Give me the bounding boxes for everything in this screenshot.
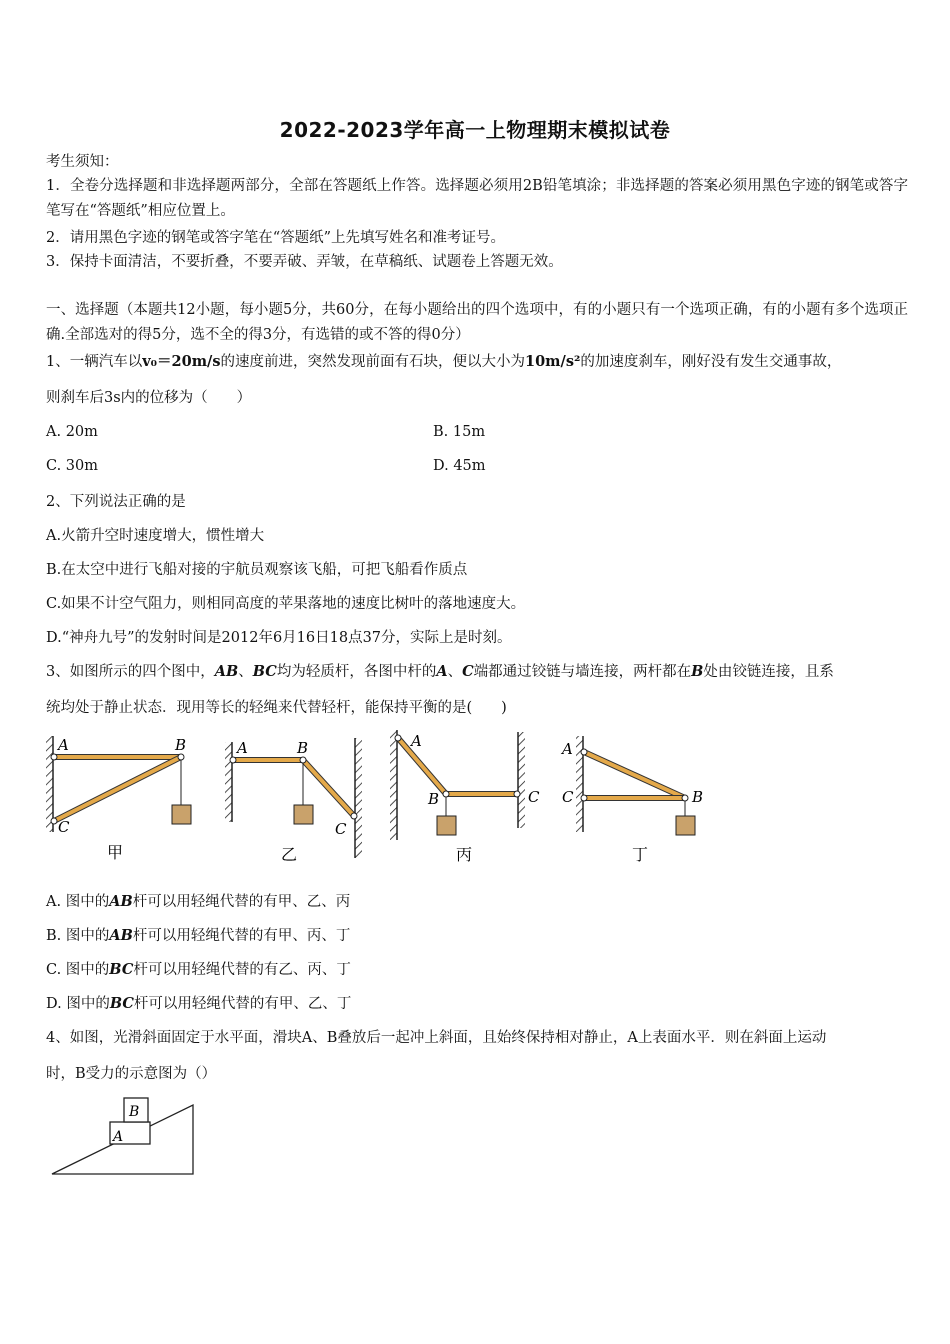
figure-label-bing: 丙 (456, 845, 473, 864)
label-c: C (562, 788, 574, 806)
q1-option-a: A. 20m (46, 424, 98, 440)
q2-option-d: D.“神舟九号”的发射时间是2012年6月16日18点37分，实际上是时刻。 (46, 630, 512, 646)
label-b: B (175, 736, 187, 754)
q1-acc: 10m/s² (525, 353, 581, 370)
option-suffix: 杆可以用轻绳代替的有乙、丙、丁 (133, 962, 351, 978)
label-b: B (297, 739, 309, 757)
label-a: A (113, 1129, 124, 1145)
notice-item-2: 2．请用黑色字迹的钢笔或答字笔在“答题纸”上先填写姓名和准考证号。 (46, 230, 506, 246)
label-a: A (562, 740, 573, 758)
figure-label-jia: 甲 (107, 843, 124, 862)
label-c: C (58, 818, 70, 836)
option-prefix: A. 图中的 (46, 894, 110, 910)
q3-text: 3、如图所示的四个图中， (46, 664, 215, 680)
q2-option-b: B.在太空中进行飞船对接的宇航员观察该飞船，可把飞船看作质点 (46, 562, 468, 578)
option-rod: BC (109, 961, 134, 978)
q4-stem-line1: 4、如图，光滑斜面固定于水平面，滑块A、B叠放后一起冲上斜面，且始终保持相对静止，A上表面水平．则在斜面上运动 (46, 1030, 827, 1046)
q3-rod-ab: AB (214, 663, 239, 680)
q1-option-b: B. 15m (433, 424, 486, 440)
q2-option-a: A.火箭升空时速度增大，惯性增大 (46, 528, 265, 544)
label-c: C (528, 788, 540, 806)
q2-option-c: C.如果不计空气阻力，则相同高度的苹果落地的速度比树叶的落地速度大。 (46, 596, 526, 612)
q1-option-d: D. 45m (433, 458, 486, 474)
q1-text-a: 1、一辆汽车以 (46, 354, 143, 370)
label-c: C (335, 820, 347, 838)
figure-label-yi: 乙 (281, 845, 298, 864)
notice-item-1: 1．全卷分选择题和非选择题两部分，全部在答题纸上作答。选择题必须用2B铅笔填涂；非选择题的答案必须用黑色字迹的钢笔或答字笔写在“答题纸”相应位置上。 (46, 178, 908, 219)
figure-yi (225, 738, 362, 864)
q3-option-d (46, 994, 908, 1014)
q3-option-b (46, 926, 908, 946)
q3-stem-line1 (46, 662, 908, 682)
q3-point-b: B (691, 663, 704, 680)
label-a: A (237, 739, 248, 757)
figure-jia (46, 736, 191, 862)
figure-label-ding: 丁 (632, 845, 649, 864)
q1-stem-line1 (46, 352, 908, 372)
label-b: B (692, 788, 704, 806)
figure-ding (560, 736, 703, 864)
q1-option-c: C. 30m (46, 458, 98, 474)
page-title: 2022-2023学年高一上物理期末模拟试卷 (279, 118, 671, 142)
q3-figures (0, 720, 950, 870)
option-suffix: 杆可以用轻绳代替的有甲、丙、丁 (132, 928, 351, 944)
q3-sep: 、 (238, 664, 253, 680)
option-prefix: D. 图中的 (46, 996, 110, 1012)
q3-stem-line2: 统均处于静止状态．现用等长的轻绳来代替轻杆，能保持平衡的是( ) (46, 700, 507, 716)
option-rod: AB (109, 893, 133, 910)
q3-sep: 、 (447, 664, 463, 680)
section-heading: 一、选择题（本题共12小题，每小题5分，共60分，在每小题给出的四个选项中，有的小题只有一个选项正确，有的小题有多个选项正确.全部选对的得5分，选不全的得3分，有选错的或不答的得0分） (46, 302, 908, 343)
q3-text: 处由铰链连接，且系 (703, 664, 834, 680)
option-suffix: 杆可以用轻绳代替的有甲、乙、丙 (132, 894, 351, 910)
q1-text-c: 的加速度刹车，刚好没有发生交通事故， (580, 354, 842, 370)
q3-text: 均为轻质杆，各图中杆的 (276, 664, 437, 680)
q4-stem-line2: 时，B受力的示意图为（） (46, 1066, 217, 1082)
label-b: B (428, 790, 440, 808)
q3-text: 端都通过铰链与墙连接，两杆都在 (473, 664, 692, 680)
notice-heading: 考生须知： (46, 154, 119, 170)
figure-bing (390, 730, 540, 864)
option-rod: AB (109, 927, 133, 944)
q3-point-c: C (462, 663, 474, 680)
q1-stem-line2: 则刹车后3s内的位移为（ ） (46, 390, 252, 406)
label-a: A (58, 736, 69, 754)
option-rod: BC (109, 995, 134, 1012)
label-b: B (129, 1104, 140, 1120)
q3-option-c (46, 960, 908, 980)
option-suffix: 杆可以用轻绳代替的有甲、乙、丁 (133, 996, 352, 1012)
q1-v0: v₀＝20m/s (142, 353, 221, 370)
option-prefix: C. 图中的 (46, 962, 110, 978)
q3-option-a (46, 892, 908, 912)
label-a: A (411, 732, 422, 750)
q4-figure (40, 1090, 210, 1185)
q2-stem: 2、下列说法正确的是 (46, 494, 186, 510)
option-prefix: B. 图中的 (46, 928, 110, 944)
q3-point-a: A (436, 663, 448, 680)
q3-rod-bc: BC (252, 663, 277, 680)
q1-text-b: 的速度前进，突然发现前面有石块，便以大小为 (220, 354, 525, 370)
notice-item-3: 3．保持卡面清洁，不要折叠，不要弄破、弄皱，在草稿纸、试题卷上答题无效。 (46, 254, 563, 270)
